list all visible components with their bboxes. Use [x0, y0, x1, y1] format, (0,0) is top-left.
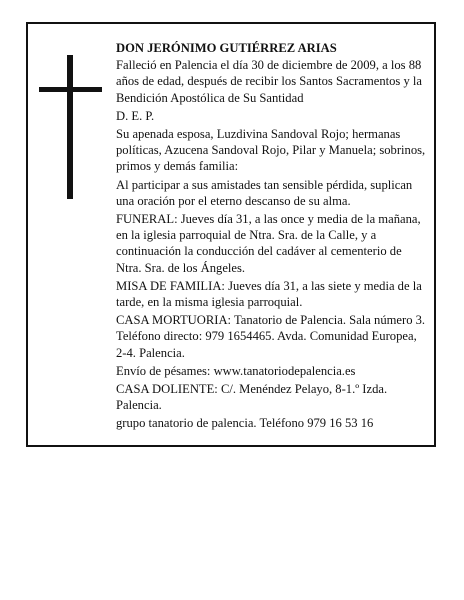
funeral-details: FUNERAL: Jueves día 31, a las once y media de la mañana, en la iglesia parroquial de Ntra. Sra. de la Calle, y a continuación la conducción del cadáver al cementerio de Ntra. Sra. de los Ángeles. — [116, 212, 421, 275]
deceased-name: DON JERÓNIMO GUTIÉRREZ ARIAS — [116, 41, 337, 55]
cross-vertical-bar — [67, 55, 73, 199]
family-list: Su apenada esposa, Luzdivina Sandoval Rojo; hermanas políticas, Azucena Sandoval Rojo, Pilar y Manuela; sobrinos, primos y demás familia: — [116, 127, 426, 174]
notice-text — [116, 40, 428, 434]
condolences-website: Envío de pésames: www.tanatoriodepalencia.es — [116, 363, 356, 378]
obituary-notice — [26, 22, 436, 447]
prayer-request: Al participar a sus amistades tan sensible pérdida, suplican una oración por el eterno descanso de su alma. — [116, 177, 413, 208]
family-home-address: CASA DOLIENTE: C/. Menéndez Pelayo, 8-1.º Izda. Palencia. — [116, 382, 388, 413]
rip-line: D. E. P. — [116, 108, 155, 123]
funeral-home-details: CASA MORTUORIA: Tanatorio de Palencia. Sala número 3. Teléfono directo: 979 1654465. Avda. Comunidad Europea, 2-4. Palencia. — [116, 313, 426, 360]
funeral-group-phone: grupo tanatorio de palencia. Teléfono 979 16 53 16 — [116, 416, 374, 431]
death-announcement: Falleció en Palencia el día 30 de diciembre de 2009, a los 88 años de edad, después de recibir los Santos Sacramentos y la Bendición Apostólica de Su Santidad — [116, 58, 423, 105]
cross-horizontal-bar — [39, 87, 102, 92]
family-mass-details: MISA DE FAMILIA: Jueves día 31, a las siete y media de la tarde, en la misma iglesia parroquial. — [116, 278, 422, 310]
latin-cross-icon — [39, 55, 102, 199]
